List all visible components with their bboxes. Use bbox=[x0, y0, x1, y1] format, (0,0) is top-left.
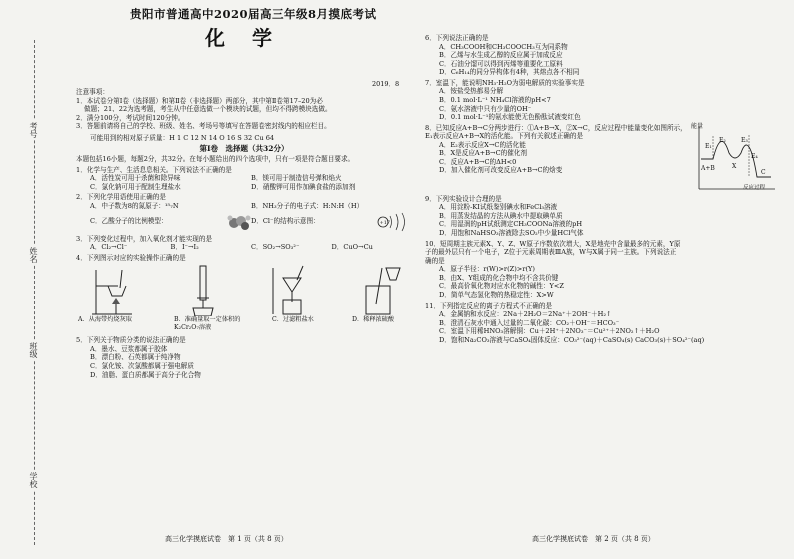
option: B．NH₃分子的电子式：H:N:H（H） bbox=[251, 201, 364, 210]
option: C．氯化钠可用于配制生理盐水 bbox=[90, 182, 181, 191]
intermediate-label: X bbox=[732, 162, 737, 170]
apparatus-figures bbox=[76, 264, 412, 316]
question-stem: 8．已知反应A+B→C分两步进行：①A+B→X，②X→C，反应过程中能量变化如图所示， bbox=[425, 123, 687, 132]
option: B．X是反应A+B→C的催化剂 bbox=[439, 149, 527, 158]
option: D．C₆H₁₄的同分异构体有4种，其熔点各不相同 bbox=[439, 68, 580, 77]
option: C．用湿润的pH试纸测定CH₃COONa溶液的pH bbox=[439, 220, 583, 229]
acetic-acid-model-icon bbox=[225, 214, 251, 230]
option: D．简单气态氢化物的热稳定性：X>W bbox=[439, 290, 554, 299]
option: A．铵盐受热都易分解 bbox=[439, 87, 504, 96]
product-label: C bbox=[761, 168, 766, 176]
name-label: 姓名 bbox=[29, 247, 38, 263]
dilution-icon bbox=[356, 264, 406, 316]
question-stem: 4．下列图示对应的实验操作正确的是 bbox=[76, 253, 186, 262]
energy-diagram bbox=[691, 123, 777, 193]
option: B．由X、Y组成的化合物中均不含共价键 bbox=[439, 273, 559, 282]
figure-caption: D．稀释浓硫酸 bbox=[352, 316, 395, 324]
option: B．漂白粉、石英都属于纯净物 bbox=[90, 353, 181, 362]
energy-axis-label: 能量 bbox=[691, 122, 704, 130]
option: B．0.1 mol·L⁻¹ NH₄Cl溶液的pH<7 bbox=[439, 95, 551, 104]
note-line: 做题；21、22为选考题，考生从中任意选做一个模块的试题，但均不得跨模块选做。 bbox=[84, 105, 332, 114]
e3-label: E₃ bbox=[741, 136, 748, 144]
question-stem: 10．短周期主族元素X、Y、Z、W原子序数依次增大，X是地壳中含量最多的元素，Y原 bbox=[425, 239, 681, 248]
figure-caption: A．从海带灼烧灰取 bbox=[78, 316, 132, 324]
option: A．E₂表示反应X→C的活化能 bbox=[439, 140, 526, 149]
burette-icon bbox=[183, 264, 223, 316]
option: B．用蒸发结晶的方法从碘水中提取碘单质 bbox=[439, 211, 563, 220]
subject-title: 化 学 bbox=[205, 26, 282, 50]
question-stem: 7．室温下，能说明NH₃·H₂O为弱电解质的实验事实是 bbox=[425, 78, 585, 87]
option: A．原子半径：r(W)>r(Z)>r(Y) bbox=[439, 265, 535, 274]
evaporation-apparatus-icon bbox=[82, 264, 142, 316]
question-stem: 6．下列说法正确的是 bbox=[425, 34, 489, 42]
exam-title: 贵阳市普通高中2020届高三年级8月摸底考试 bbox=[130, 7, 377, 21]
figure-caption: C．过滤粗盐水 bbox=[272, 316, 314, 324]
section-title: 第Ⅰ卷 选择题（共32分） bbox=[199, 144, 289, 154]
option: B．澄清石灰水中通入过量的二氧化碳：CO₂＋OH⁻＝HCO₃⁻ bbox=[439, 318, 620, 327]
option: B．镁可用于制造信号弹和焰火 bbox=[251, 174, 342, 183]
option: B．乙烯与水生成乙醇的反应属于加成反应 bbox=[439, 51, 563, 60]
option: D．加入催化剂可改变反应A+B→C的焓变 bbox=[439, 166, 563, 175]
school-label: 学校 bbox=[29, 472, 38, 488]
chloride-structure-icon bbox=[376, 212, 412, 232]
option: C．氯化铵、次氯酸都属于强电解质 bbox=[90, 362, 194, 370]
question-stem: 3．下列变化过程中，加入氧化剂才能实现的是 bbox=[76, 234, 213, 243]
option: D．CuO→Cu bbox=[331, 243, 373, 252]
e1-label: E₁ bbox=[705, 142, 712, 150]
option: A．用淀粉-KI试纸鉴别碘水和FeCl₃溶液 bbox=[439, 203, 558, 212]
notes-heading: 注意事项： bbox=[76, 88, 109, 96]
note-line: 3．答题前请将自己的学校、班级、姓名、考场号等填写在答题卷密封线内的相应栏目。 bbox=[76, 122, 331, 131]
option: A．CH₃COOH和CH₃COOCH₃互为同系物 bbox=[439, 42, 568, 51]
question-stem: 11．下列指定反应的离子方程式不正确的是 bbox=[425, 301, 553, 310]
right-column bbox=[425, 34, 777, 344]
question-stem: 9．下列实验设计合理的是 bbox=[425, 194, 502, 203]
note-line: 1．本试卷分第Ⅰ卷（选择题）和第Ⅱ卷（非选择题）两部分，其中第Ⅱ卷第17–20为必 bbox=[76, 96, 323, 105]
reactant-label: A+B bbox=[701, 164, 715, 172]
question-stem: 5．下列关于物质分类的说法正确的是 bbox=[76, 336, 186, 345]
atomic-mass-line: 可能用到的相对原子质量：H 1 C 12 N 14 O 16 S 32 Cu 64 bbox=[90, 133, 275, 142]
note-line: 2．满分100分，考试时间120分钟。 bbox=[76, 113, 185, 122]
option: D．Cl⁻的结构示意图： bbox=[251, 217, 320, 226]
option: A．墨水、豆浆都属于胶体 bbox=[90, 344, 168, 353]
option: B．I⁻→I₂ bbox=[170, 243, 199, 252]
question-stem: E₁表示反应A+B→X的活化能。下列有关叙述正确的是 bbox=[425, 132, 584, 141]
question-stem: 确的是 bbox=[425, 256, 445, 265]
left-column bbox=[76, 88, 412, 379]
e2-label: E₂ bbox=[719, 136, 726, 144]
page-footer-right: 高三化学摸底试卷 第 2 页（共 8 页） bbox=[532, 535, 655, 543]
question-stem: 2．下列化学用语使用正确的是 bbox=[76, 193, 166, 202]
candidate-no-label: 考号 bbox=[29, 122, 38, 138]
option: A．中子数为8的氮原子：¹⁵₇N bbox=[90, 201, 179, 210]
binding-margin bbox=[0, 0, 50, 559]
option: D．0.1 mol·L⁻¹的氨水能使无色酚酞试液变红色 bbox=[439, 113, 581, 122]
section-intro: 本题包括16小题，每题2分，共32分。在每小题给出的四个选项中，只有一项是符合题目要求。 bbox=[76, 155, 355, 164]
question-stem: 1．化学与生产、生活息息相关。下列说法不正确的是 bbox=[76, 165, 232, 174]
option: D．饱和Na₂CO₃溶液与CaSO₄固体反应：CO₃²⁻(aq)＋CaSO₄(s) CaCO₃(s)＋SO₄²⁻(aq) bbox=[439, 335, 705, 344]
process-axis-label: 反应过程 bbox=[743, 184, 766, 191]
option: C．最高价氧化物对应水化物的碱性：Y<Z bbox=[439, 282, 565, 291]
page-footer-left: 高三化学摸底试卷 第 1 页（共 8 页） bbox=[165, 535, 288, 543]
option: D．用饱和NaHSO₃溶液除去SO₂中少量HCl气体 bbox=[439, 229, 584, 237]
class-label: 班级 bbox=[29, 342, 38, 358]
option: A．金属钠和水反应：2Na＋2H₂O＝2Na⁺＋2OH⁻＋H₂↑ bbox=[439, 310, 612, 319]
exam-date: 2019．8 bbox=[372, 80, 400, 88]
option: C．氨水溶液中只有少量的OH⁻ bbox=[439, 104, 532, 113]
option: C．反应A+B→C的ΔH<0 bbox=[439, 157, 517, 166]
e4-label: E₄ bbox=[751, 152, 758, 160]
option: D．硝酸钾可用作加碘食盐的添加剂 bbox=[251, 182, 356, 191]
option: C．石油分馏可以得到丙烯等重要化工原料 bbox=[439, 59, 563, 68]
option: C．SO₂→SO₃²⁻ bbox=[251, 243, 300, 252]
option: D．油脂、蛋白质都属于高分子化合物 bbox=[90, 370, 201, 379]
option: A．Cl₂→Cl⁻ bbox=[90, 243, 128, 252]
option: C．室温下用稀HNO₃溶解铜：Cu＋2H⁺＋2NO₃⁻＝Cu²⁺＋2NO₂↑＋H₂O bbox=[439, 327, 660, 336]
filtration-icon bbox=[265, 264, 315, 316]
svg-text:+17: +17 bbox=[379, 219, 391, 226]
figure-caption: B．准确量取一定体积的K₂Cr₂O₇溶液 bbox=[174, 316, 241, 332]
option: C．乙酸分子的比例模型： bbox=[90, 217, 168, 226]
question-stem: 子的最外层只有一个电子，Z位于元素周期表ⅢA族，W与X属于同一主族。下列说法正 bbox=[425, 248, 677, 257]
option: A．活性炭可用于杀菌和除异味 bbox=[90, 174, 181, 183]
